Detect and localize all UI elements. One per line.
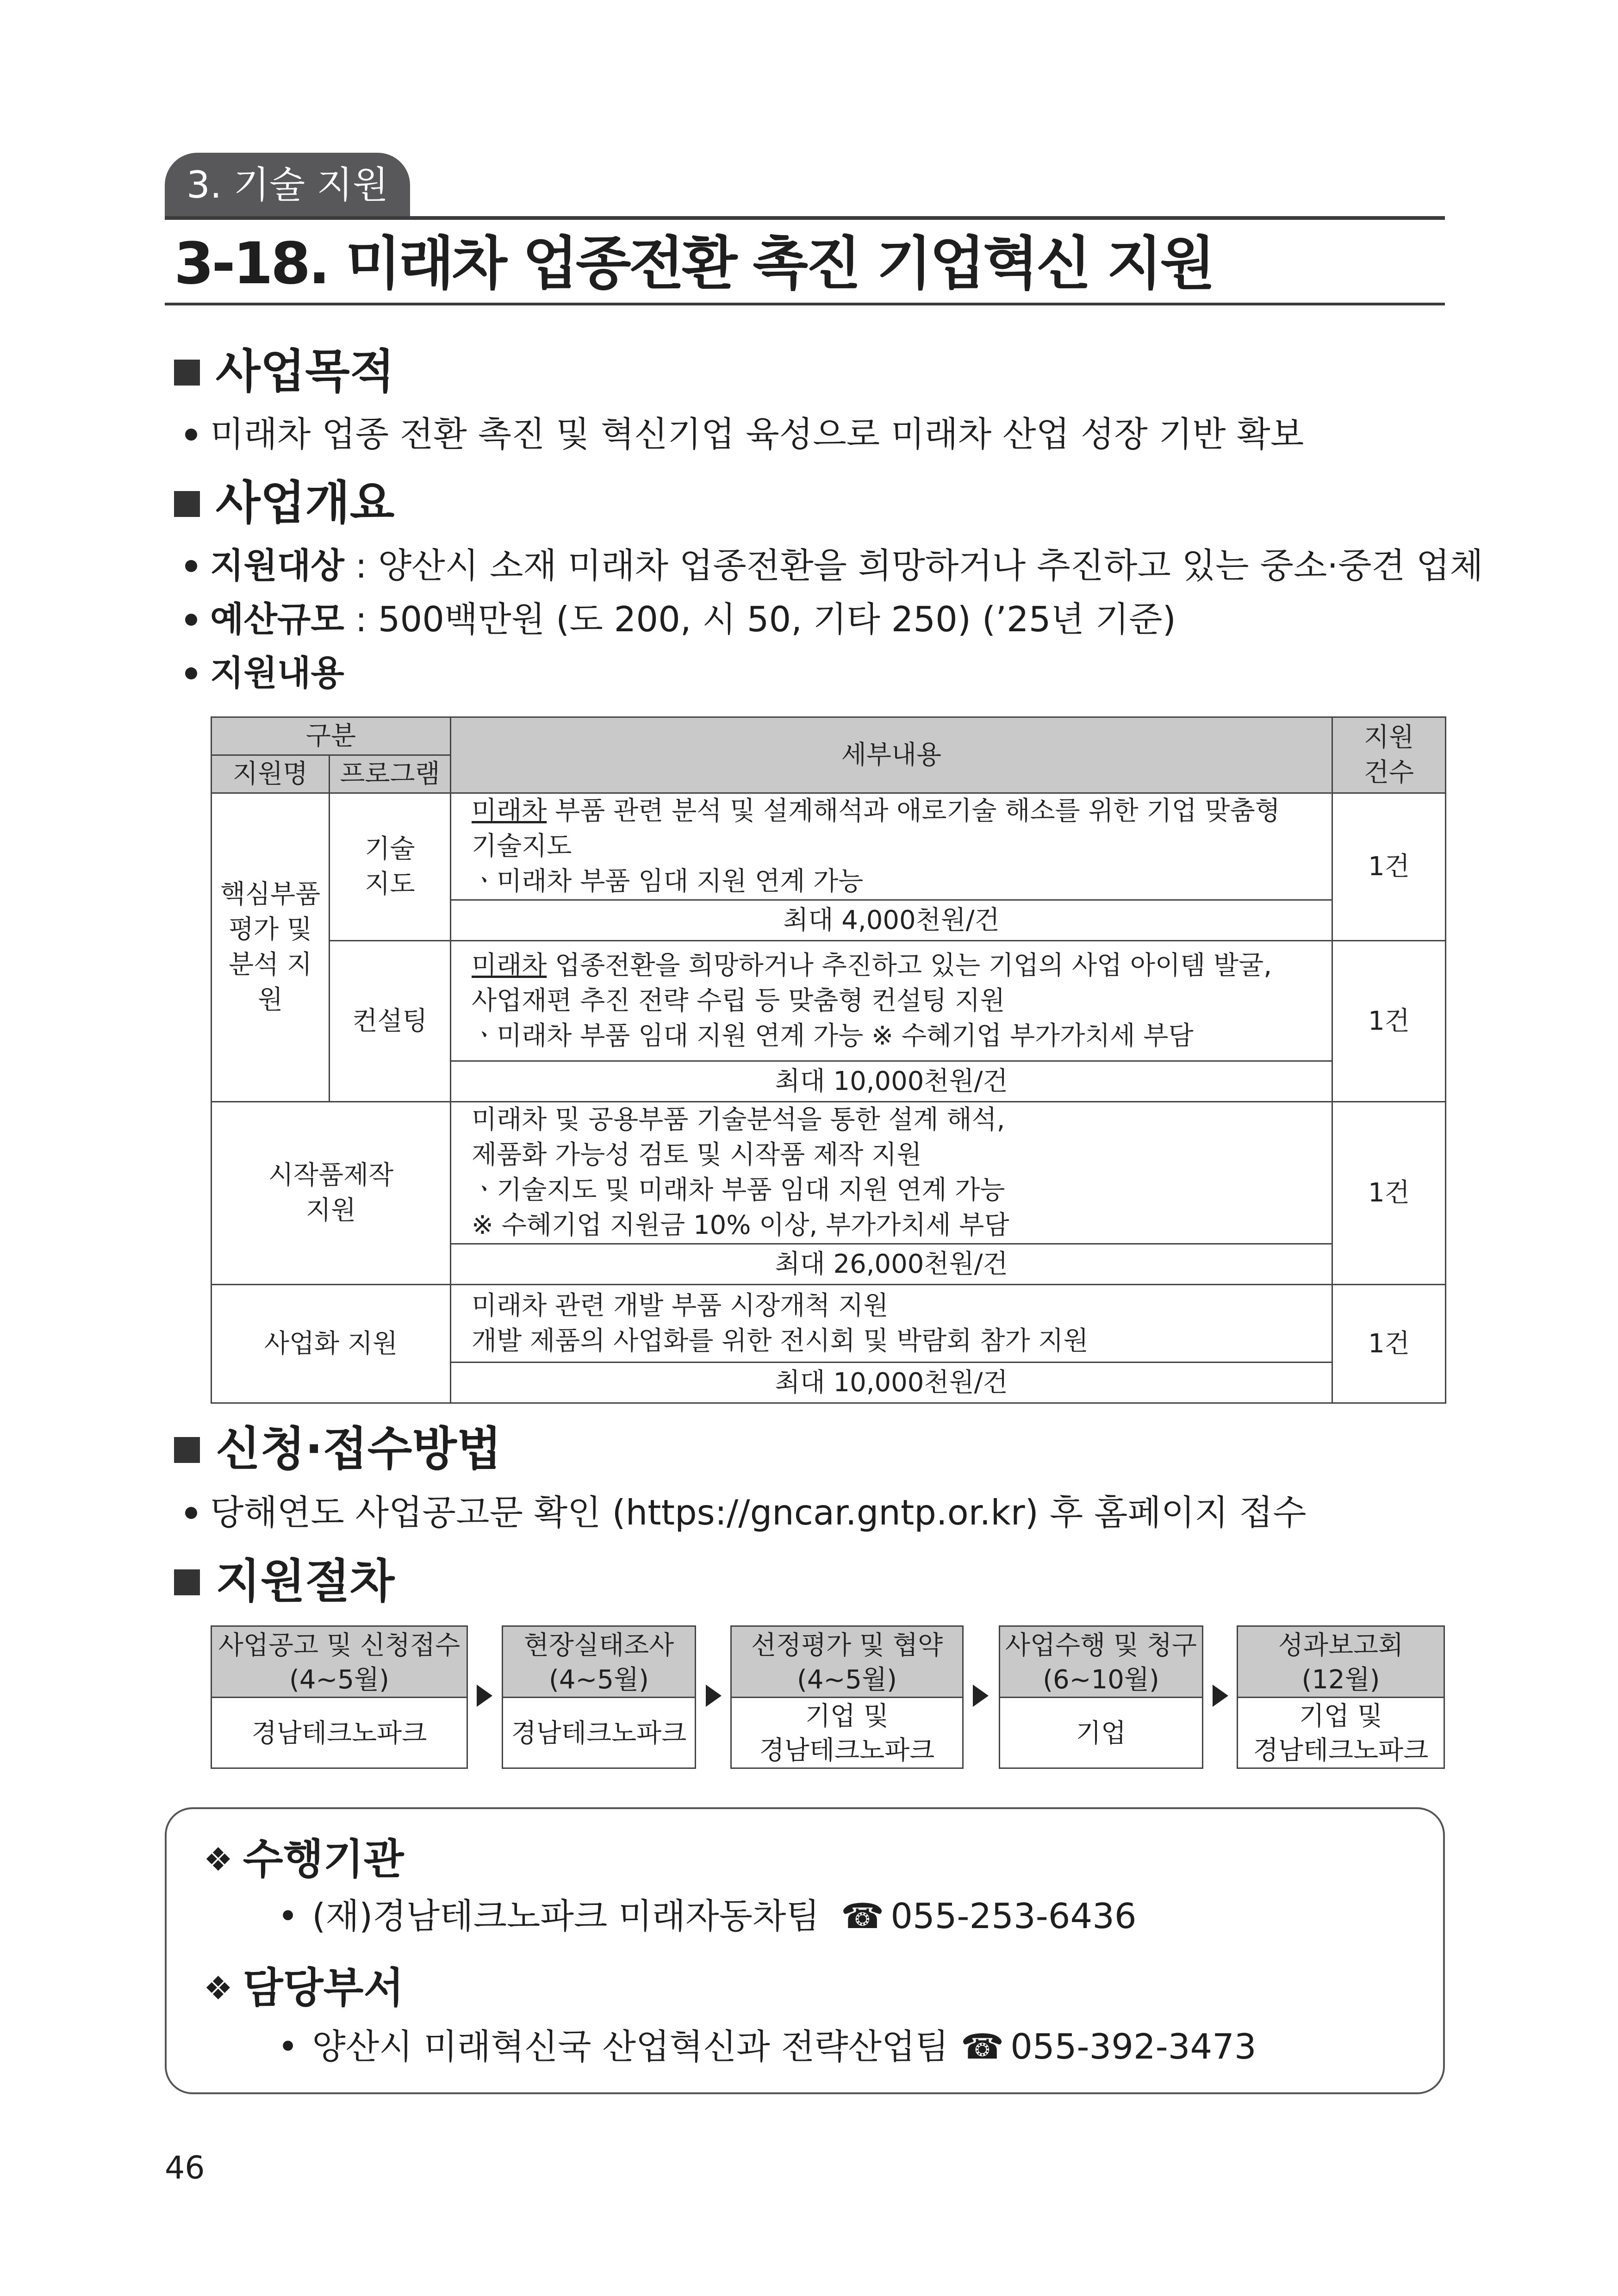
- bullet-dot-icon: [185, 1507, 197, 1519]
- bullet-icon: •: [278, 2026, 299, 2067]
- table-cell-detail: 미래차 및 공용부품 기술분석을 통한 설계 해석, 제품화 가능성 검토 및 시작품 제작 지원 ㆍ기술지도 및 미래차 부품 임대 지원 연계 가능 ※ 수혜기업 지원금 10% 이상, 부가가치세 부담: [451, 1102, 1332, 1244]
- procedure-step-agent: 경남테크노파크: [251, 1718, 427, 1748]
- procedure-step: [211, 1625, 468, 1769]
- table-cell-count: 1건: [1332, 793, 1446, 941]
- org-heading: ❖ 수행기관: [204, 1835, 404, 1884]
- procedure-step-head: 사업수행 및 청구 (6~10월): [1000, 1627, 1202, 1698]
- bullet-icon: •: [278, 1896, 299, 1936]
- procedure-step-agent: 경남테크노파크: [511, 1718, 687, 1748]
- table-cell-name: 시작품제작 지원: [212, 1102, 451, 1285]
- table-cell-detail: 미래차 부품 관련 분석 및 설계해석과 애로기술 해소를 위한 기업 맞춤형 기술지도 ㆍ미래차 부품 임대 지원 연계 가능: [451, 793, 1332, 900]
- procedure-step-head: 성과보고회 (12월): [1238, 1627, 1444, 1698]
- bullet-dot-icon: [185, 667, 197, 679]
- table-cell-amount: 최대 26,000천원/건: [451, 1244, 1332, 1285]
- arrow-right-icon: [706, 1685, 722, 1707]
- procedure-step: [502, 1625, 696, 1769]
- table-cell-program: 컨설팅: [330, 941, 451, 1102]
- table-cell-program: 기술 지도: [330, 793, 451, 941]
- square-bullet-icon: [174, 491, 200, 517]
- purpose-text: 미래차 업종 전환 촉진 및 혁신기업 육성으로 미래차 산업 성장 기반 확보: [185, 411, 1304, 457]
- arrow-right-icon: [477, 1685, 492, 1707]
- table-cell-detail: 미래차 업종전환을 희망하거나 추진하고 있는 기업의 사업 아이템 발굴, 사업재편 추진 전략 수립 등 맞춤형 컨설팅 지원 ㆍ미래차 부품 임대 지원 연계 가능 ※ 수혜기업 부가가치세 부담: [451, 941, 1332, 1061]
- bullet-dot-icon: [185, 614, 197, 626]
- apply-text: 당해연도 사업공고문 확인 (https://gncar.gntp.or.kr) 후 홈페이지 접수: [185, 1489, 1307, 1536]
- diamond-bullet-icon: ❖: [204, 1841, 233, 1879]
- table-header-name: 지원명: [212, 755, 330, 793]
- table-header-category: 구분: [212, 717, 451, 755]
- table-cell-count: 1건: [1332, 1102, 1446, 1285]
- phone-icon: ☎: [960, 2026, 1004, 2067]
- dept-phone: 055-392-3473: [1010, 2026, 1257, 2067]
- header-rule-top: [165, 216, 1445, 220]
- procedure-step-agent: 기업: [1076, 1718, 1126, 1748]
- page-number: 46: [165, 2150, 205, 2186]
- arrow-right-icon: [973, 1685, 989, 1707]
- table-cell-name: 사업화 지원: [212, 1285, 451, 1403]
- section-heading-procedure: 지원절차: [174, 1551, 394, 1612]
- section-heading-overview: 사업개요: [174, 473, 394, 533]
- arrow-right-icon: [1213, 1685, 1228, 1707]
- bullet-dot-icon: [185, 429, 197, 441]
- section-heading-apply: 신청·접수방법: [174, 1419, 502, 1479]
- page-title: 3-18. 미래차 업종전환 촉진 기업혁신 지원: [174, 230, 1214, 297]
- support-table: [211, 716, 1446, 1404]
- dept-line: • 양산시 미래혁신국 산업혁신과 전략산업팀 ☎ 055-392-3473: [278, 2026, 1257, 2067]
- procedure-step: [999, 1625, 1203, 1769]
- table-cell-group-name: 핵심부품 평가 및 분석 지원: [212, 793, 330, 1102]
- overview-budget: 예산규모 : 500백만원 (도 200, 시 50, 기타 250) (’25년 기준): [185, 596, 1176, 642]
- section-tab: 3. 기술 지원: [165, 153, 410, 218]
- procedure-step: [730, 1625, 964, 1769]
- square-bullet-icon: [174, 360, 200, 386]
- dept-heading: ❖ 담당부서: [204, 1964, 404, 2012]
- procedure-step-agent: 기업 및 경남테크노파크: [759, 1701, 935, 1766]
- table-header-program: 프로그램: [330, 755, 451, 793]
- table-cell-detail: 미래차 관련 개발 부품 시장개척 지원 개발 제품의 사업화를 위한 전시회 및 박람회 참가 지원: [451, 1285, 1332, 1363]
- procedure-step: [1237, 1625, 1445, 1769]
- overview-content-label: 지원내용: [185, 650, 344, 696]
- table-cell-amount: 최대 10,000천원/건: [451, 1363, 1332, 1403]
- org-line: • (재)경남테크노파크 미래자동차팀 ☎ 055-253-6436: [278, 1896, 1137, 1936]
- table-cell-amount: 최대 10,000천원/건: [451, 1061, 1332, 1102]
- procedure-step-head: 현장실태조사 (4~5월): [503, 1627, 695, 1698]
- section-heading-purpose: 사업목적: [174, 342, 394, 402]
- overview-target: 지원대상 : 양산시 소재 미래차 업종전환을 희망하거나 추진하고 있는 중소·중견 업체: [185, 542, 1483, 589]
- org-phone: 055-253-6436: [890, 1896, 1137, 1936]
- table-cell-count: 1건: [1332, 1285, 1446, 1403]
- procedure-step-agent: 기업 및 경남테크노파크: [1253, 1701, 1429, 1766]
- square-bullet-icon: [174, 1569, 200, 1595]
- square-bullet-icon: [174, 1437, 200, 1463]
- table-cell-amount: 최대 4,000천원/건: [451, 900, 1332, 941]
- diamond-bullet-icon: ❖: [204, 1969, 233, 2007]
- bullet-dot-icon: [185, 560, 197, 572]
- procedure-step-head: 사업공고 및 신청접수 (4~5월): [212, 1627, 467, 1698]
- header-rule-bottom: [165, 303, 1445, 305]
- table-cell-count: 1건: [1332, 941, 1446, 1102]
- table-header-count: 지원 건수: [1332, 717, 1446, 793]
- phone-icon: ☎: [840, 1896, 884, 1936]
- procedure-step-head: 선정평가 및 협약 (4~5월): [732, 1627, 962, 1698]
- table-header-detail: 세부내용: [451, 717, 1332, 793]
